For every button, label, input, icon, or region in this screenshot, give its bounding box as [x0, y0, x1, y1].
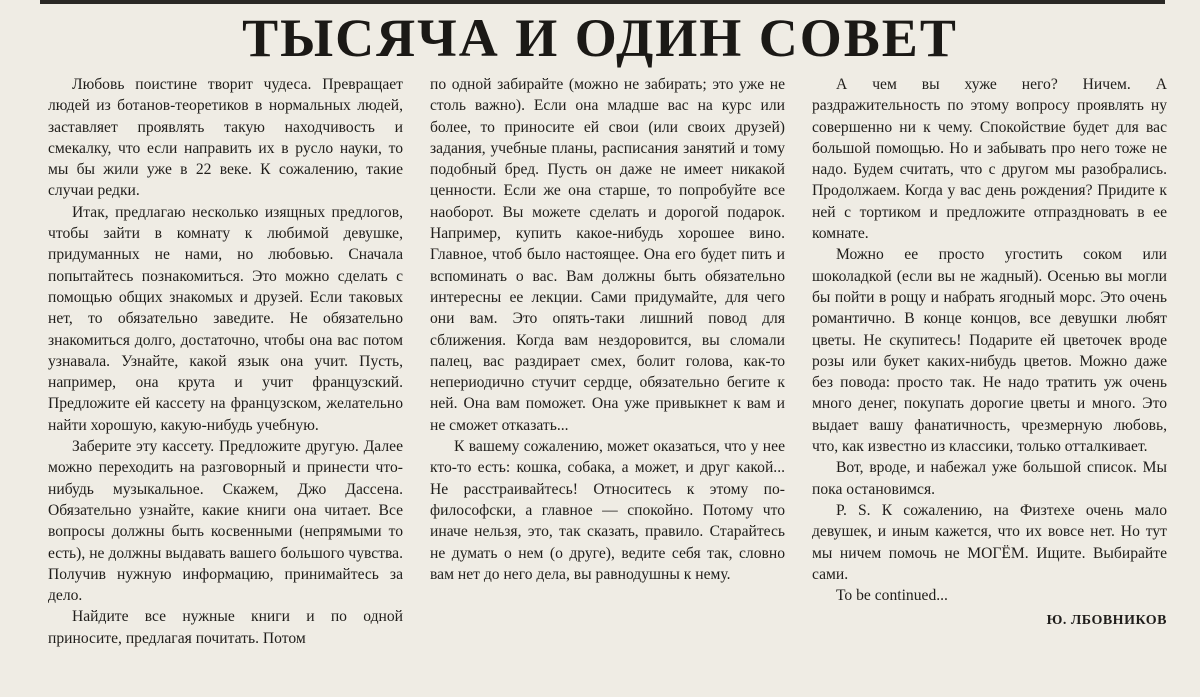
article-title: ТЫСЯЧА И ОДИН СОВЕТ	[242, 8, 958, 68]
paragraph: Можно ее просто угостить соком или шоколадкой (если вы не жадный). Осенью вы могли бы пойти в рощу и набрать ягодный морс. Это очень романтично. В конце концов, все девушки любят цветы. Не скупитесь! Подарите ей цветочек вроде розы или букет каких-нибудь цветов. Можно даже без повода: просто так. Не надо тратить уж очень много денег, покупать дорогие цветы и много. Это выдает вашу фанатичность, чрезмерную любовь, что, как известно из классики, только отталкивает.	[812, 246, 1167, 456]
paragraph: Заберите эту кассету. Предложите другую. Далее можно переходить на разговорный и принести что-нибудь музыкальное. Скажем, Джо Дассена. Обязательно узнайте, какие книги она читает. Все вопросы должны быть косвенными (непрямыми то есть), не должны выдавать вашего большого чувства. Получив нужную информацию, принимайтесь за дело.	[48, 438, 403, 605]
paragraph: А чем вы хуже него? Ничем. А раздражительность по этому вопросу проявлять ну совершенно ни к чему. Спокойствие будет для вас большой помощью. Но и забывать про него тоже не надо. Будем считать, что с другом мы разобрались. Продолжаем. Когда у вас день рождения? Придите к ней с тортиком и предложите отпраздновать в ее комнате.	[812, 76, 1167, 243]
paragraph: Найдите все нужные книги и по одной приносите, предлагая почитать. Потом	[48, 608, 403, 647]
column-3	[812, 74, 1167, 697]
paragraph: Вот, вроде, и набежал уже большой список. Мы пока остановимся.	[812, 459, 1167, 498]
paragraph: по одной забирайте (можно не забирать; это уже не столь важно). Если она младше вас на курс или более, то приносите ей свои (или своих друзей) задания, учебные планы, расписания занятий и тому подобный бред. Пусть он даже не имеет никакой ценности. Если же она старше, то попробуйте все наоборот. Вы можете сделать и дорогой подарок. Например, купить какое-нибудь хорошее вино. Главное, чтоб было настоящее. Она его будет пить и вспоминать о вас. Вам должны быть обязательно интересны ее лекции. Сами придумайте, для чего они вам. Это опять-таки лишний повод для сближения. Когда вам нездоровится, вы сломали палец, вас раздирает смех, болит голова, как-то непериодично стучит сердце, обязательно бегите к ней. Она вам поможет. Она уже привыкнет к вам и не сможет отказать...	[430, 76, 785, 434]
paragraph: К вашему сожалению, может оказаться, что у нее кто-то есть: кошка, собака, а может, и друг какой... Не расстраивайтесь! Относитесь к этому по-философски, а главное — спокойно. Потому что иначе нельзя, это, так сказать, правило. Старайтесь не думать о нем (о друге), ведите себя так, словно вам нет до него дела, вы равнодушны к нему.	[430, 438, 785, 583]
paragraph: Любовь поистине творит чудеса. Превращает людей из ботанов-теоретиков в нормальных людей, заставляет проявлять такую находчивость и смекалку, что если направить их в русло науки, то мы бы жили уже в 22 веке. К сожалению, такие случаи редки.	[48, 76, 403, 200]
article-body	[48, 74, 1168, 697]
paragraph: To be continued...	[836, 587, 948, 605]
paragraph: P. S. К сожалению, на Физтехе очень мало девушек, и иным кажется, что их вовсе нет. Но тут мы ничем помочь не МОГЁМ. Ищите. Выбирайте сами.	[812, 501, 1167, 583]
author-signature: Ю. ЛБОВНИКОВ	[1046, 613, 1167, 629]
column-1	[48, 74, 403, 697]
paragraph: Итак, предлагаю несколько изящных предлогов, чтобы зайти в комнату к любимой девушке, придуманных не нами, но любовью. Сначала попытайтесь познакомиться. Это можно сделать с помощью общих знакомых и друзей. Если таковых нет, то обязательно заведите. Не обязательно знакомиться долго, достаточно, чтобы она вас потом узнавала. Узнайте, какой язык она учит. Пусть, например, она крута и учит французский. Предложите ей кассету на французском, желательно найти хорошую, какую-нибудь учебную.	[48, 203, 403, 434]
column-2	[430, 74, 785, 697]
